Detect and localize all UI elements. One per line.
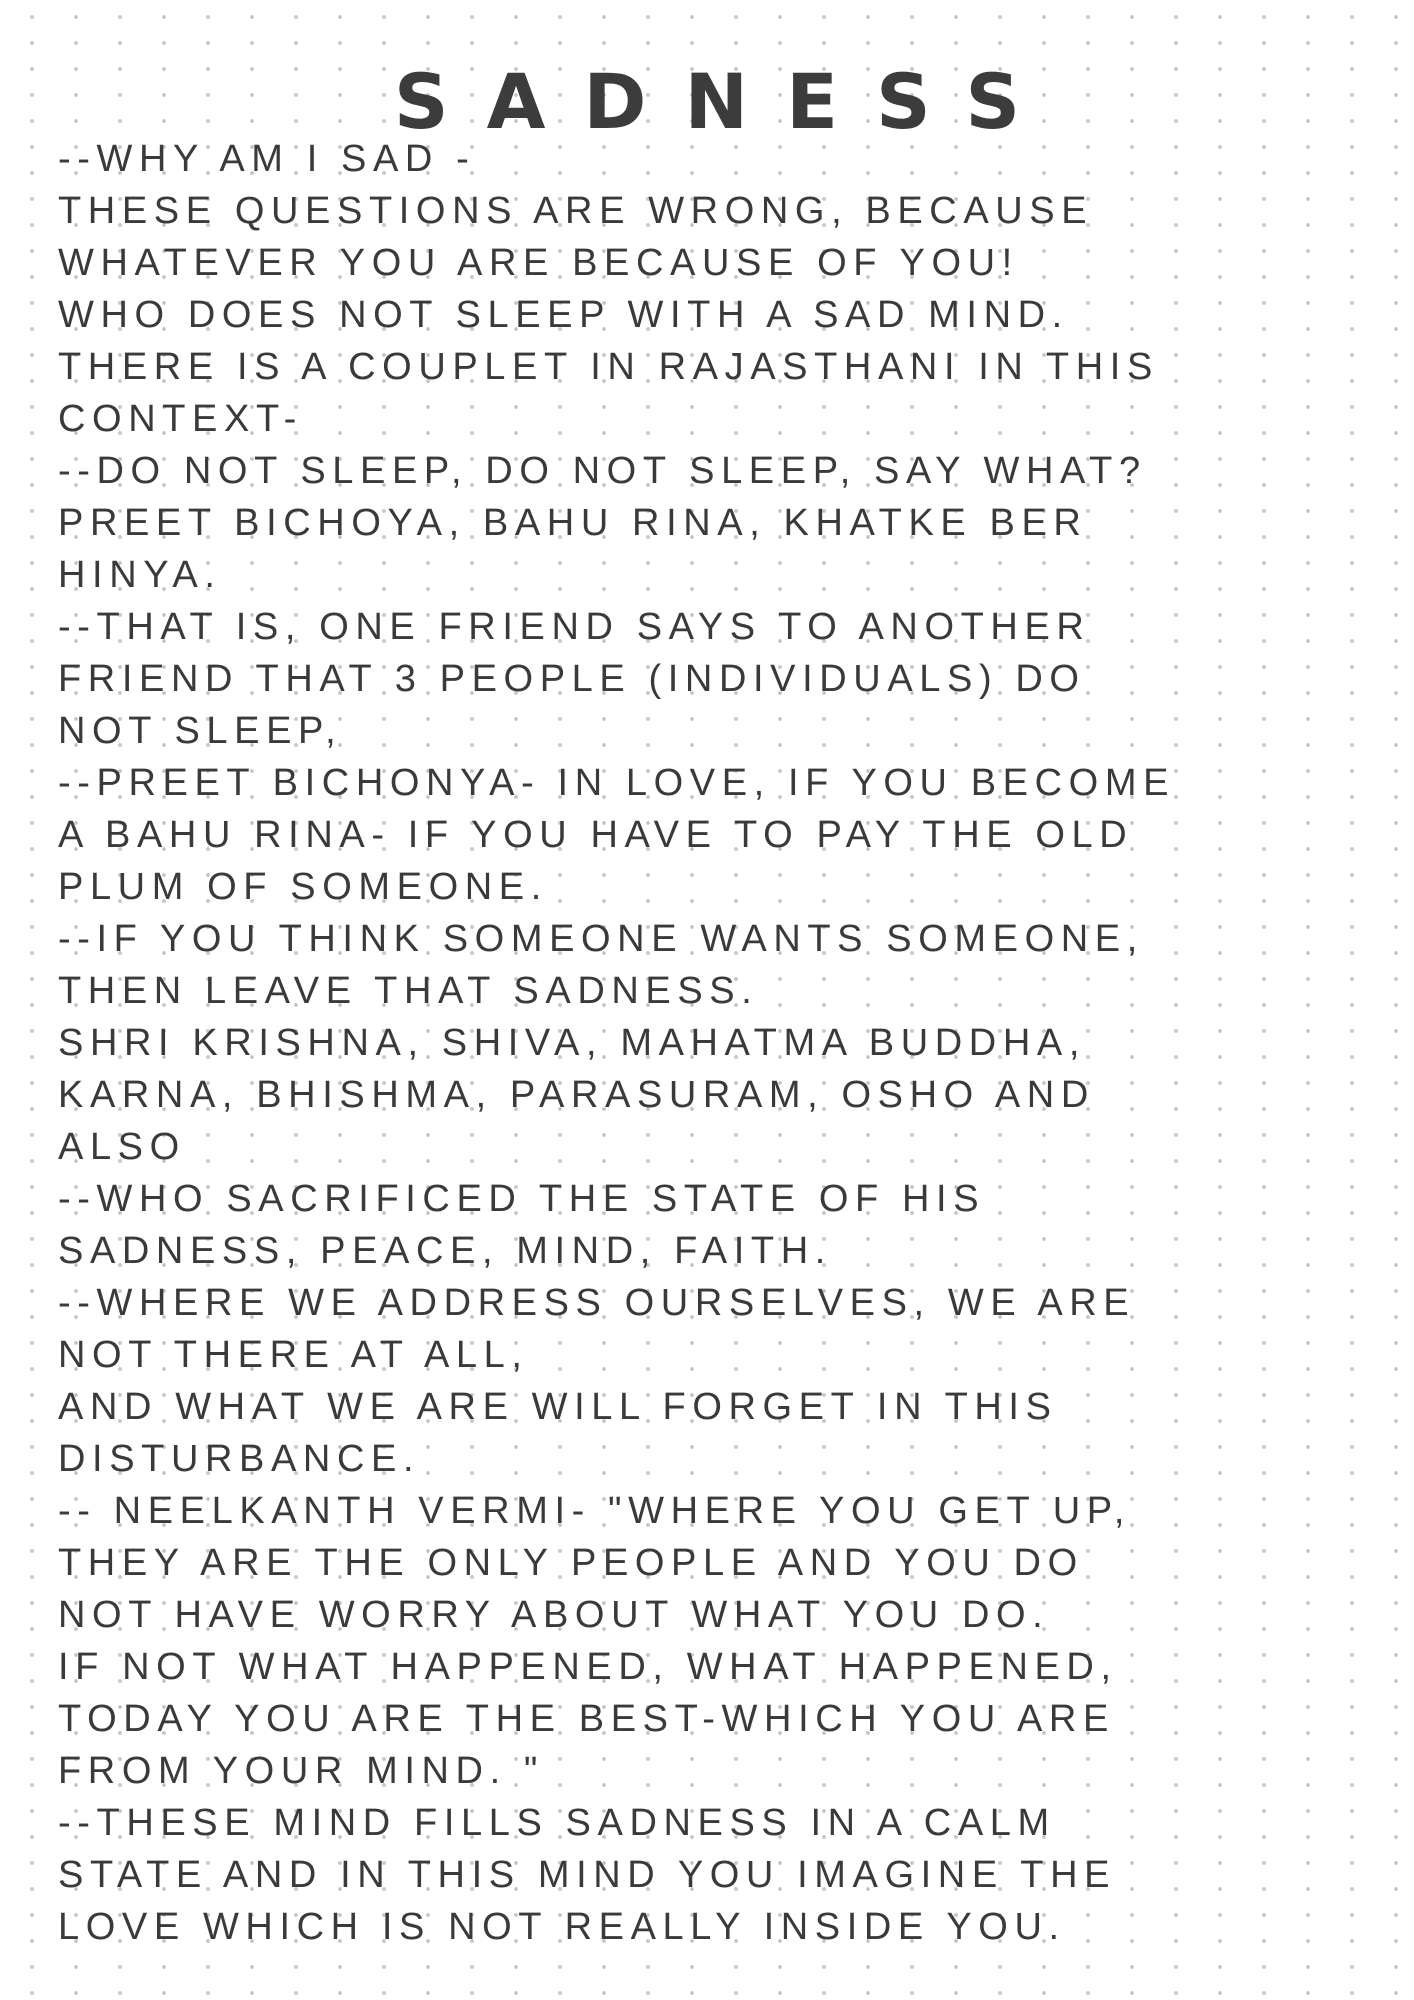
text-line: STATE AND IN THIS MIND YOU IMAGINE THE — [58, 1854, 1117, 1896]
text-line: THESE QUESTIONS ARE WRONG, BECAUSE — [58, 190, 1094, 232]
text-line: NOT HAVE WORRY ABOUT WHAT YOU DO. — [58, 1594, 1050, 1636]
text-line: HINYA. — [58, 554, 222, 596]
text-line: SHRI KRISHNA, SHIVA, MAHATMA BUDDHA, — [58, 1022, 1086, 1064]
text-line: --PREET BICHONYA- IN LOVE, IF YOU BECOME — [58, 762, 1176, 804]
text-line: LOVE WHICH IS NOT REALLY INSIDE YOU. — [58, 1906, 1066, 1948]
text-line: THEY ARE THE ONLY PEOPLE AND YOU DO — [58, 1542, 1084, 1584]
text-line: IF NOT WHAT HAPPENED, WHAT HAPPENED, — [58, 1646, 1118, 1688]
text-line: --IF YOU THINK SOMEONE WANTS SOMEONE, — [58, 918, 1144, 960]
text-line: --WHERE WE ADDRESS OURSELVES, WE ARE — [58, 1282, 1136, 1324]
text-line: PREET BICHOYA, BAHU RINA, KHATKE BER — [58, 502, 1088, 544]
text-line: FRIEND THAT 3 PEOPLE (INDIVIDUALS) DO — [58, 658, 1086, 700]
text-line: NOT THERE AT ALL, — [58, 1334, 529, 1376]
text-line: -- NEELKANTH VERMI- "WHERE YOU GET UP, — [58, 1490, 1131, 1532]
text-line: CONTEXT- — [58, 398, 303, 440]
text-line: NOT SLEEP, — [58, 710, 343, 752]
text-line: THERE IS A COUPLET IN RAJASTHANI IN THIS — [58, 346, 1159, 388]
text-line: --WHY AM I SAD - — [58, 138, 476, 180]
text-line: --THAT IS, ONE FRIEND SAYS TO ANOTHER — [58, 606, 1091, 648]
text-line: WHO DOES NOT SLEEP WITH A SAD MIND. — [58, 294, 1069, 336]
text-line: --WHO SACRIFICED THE STATE OF HIS — [58, 1178, 986, 1220]
page-title: SADNESS — [393, 57, 1059, 146]
text-line: --DO NOT SLEEP, DO NOT SLEEP, SAY WHAT? — [58, 450, 1147, 492]
body-text — [58, 133, 1388, 1953]
text-line: TODAY YOU ARE THE BEST-WHICH YOU ARE — [58, 1698, 1115, 1740]
text-line: AND WHAT WE ARE WILL FORGET IN THIS — [58, 1386, 1058, 1428]
text-line: FROM YOUR MIND. " — [58, 1750, 544, 1792]
text-line: WHATEVER YOU ARE BECAUSE OF YOU! — [58, 242, 1019, 284]
text-line: DISTURBANCE. — [58, 1438, 421, 1480]
text-line: THEN LEAVE THAT SADNESS. — [58, 970, 759, 1012]
text-line: A BAHU RINA- IF YOU HAVE TO PAY THE OLD — [58, 814, 1134, 856]
text-line: PLUM OF SOMEONE. — [58, 866, 548, 908]
text-line: KARNA, BHISHMA, PARASURAM, OSHO AND — [58, 1074, 1095, 1116]
text-line: SADNESS, PEACE, MIND, FAITH. — [58, 1230, 832, 1272]
text-line: ALSO — [58, 1126, 186, 1168]
text-line: --THESE MIND FILLS SADNESS IN A CALM — [58, 1802, 1056, 1844]
